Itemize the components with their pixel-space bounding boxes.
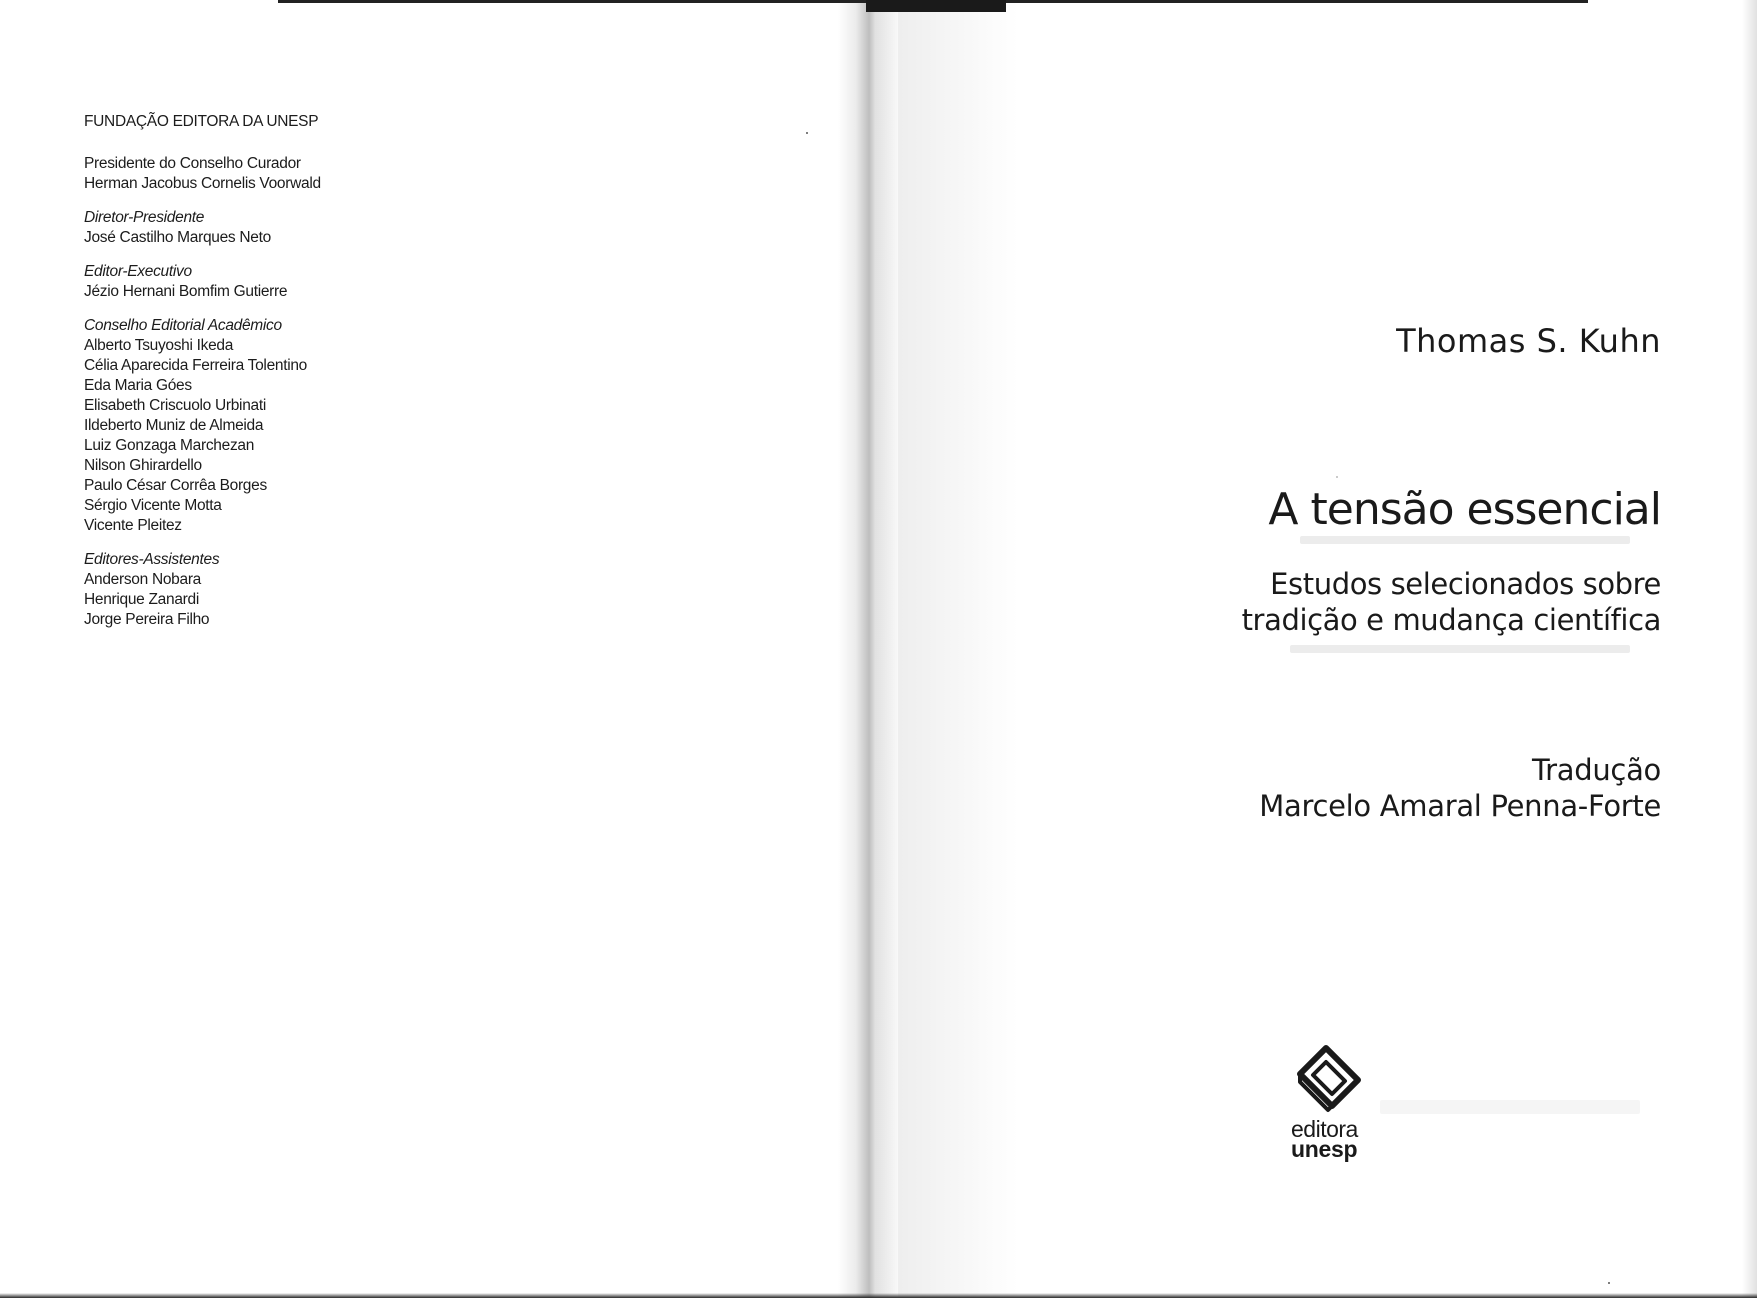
scan-top-edge-left [278,0,866,3]
credit-name: Vicente Pleitez [84,517,182,534]
publisher-logo-line2: unesp [1291,1136,1358,1162]
credit-role: Conselho Editorial Acadêmico [84,317,282,334]
credit-group-conselho-editorial [84,316,584,536]
credit-name: Nilson Ghirardello [84,457,202,474]
credit-role: Presidente do Conselho Curador [84,155,301,172]
credit-name: Eda Maria Góes [84,377,192,394]
translator-name: Marcelo Amaral Penna-Forte [1259,789,1661,823]
publisher-logo-line1: editora [1291,1116,1358,1142]
dust-speck [1608,1282,1610,1284]
publisher-logo [1290,1044,1380,1164]
credit-name: Ildeberto Muniz de Almeida [84,417,264,434]
spine-gutter [838,0,898,1298]
book-subtitle [1242,566,1661,638]
credit-role: Diretor-Presidente [84,209,205,226]
translation-label: Tradução [1532,753,1661,787]
scan-top-edge-spine [866,0,1006,12]
subtitle-line: tradição e mudança científica [1241,603,1661,637]
book-title: A tensão essencial [1268,484,1661,535]
credit-name: Anderson Nobara [84,571,201,588]
show-through-mark [1300,536,1630,544]
credit-name: Luiz Gonzaga Marchezan [84,437,255,454]
translation-credit [1259,752,1661,824]
show-through-mark [1290,645,1630,653]
publisher-heading: FUNDAÇÃO EDITORA DA UNESP [84,113,319,130]
credit-name: Jorge Pereira Filho [84,611,210,628]
credit-name: Célia Aparecida Ferreira Tolentino [84,357,308,374]
credit-name: Paulo César Corrêa Borges [84,477,267,494]
credit-role: Editor-Executivo [84,263,192,280]
credit-group-editor-executivo [84,262,584,302]
dust-speck [1336,476,1338,478]
credit-name: José Castilho Marques Neto [84,229,271,246]
scan-bottom-edge [0,1293,1757,1298]
credit-name: Alberto Tsuyoshi Ikeda [84,337,234,354]
page-edge-shadow [1742,0,1757,1298]
credit-name: Herman Jacobus Cornelis Voorwald [84,175,321,192]
dust-speck [806,132,808,134]
credits-page [84,112,584,644]
credit-name: Jézio Hernani Bomfim Gutierre [84,283,288,300]
open-book-diamond-icon [1292,1044,1364,1116]
credit-name: Henrique Zanardi [84,591,199,608]
credit-group-editores-assistentes [84,550,584,630]
book-author: Thomas S. Kuhn [1396,322,1661,360]
credit-group-diretor-presidente [84,208,584,248]
credit-name: Elisabeth Criscuolo Urbinati [84,397,266,414]
page-shadow [898,0,1018,1298]
show-through-mark [1380,1100,1640,1114]
credit-role: Editores-Assistentes [84,551,220,568]
credit-group-conselho-curador [84,154,584,194]
subtitle-line: Estudos selecionados sobre [1270,567,1661,601]
credit-name: Sérgio Vicente Motta [84,497,222,514]
